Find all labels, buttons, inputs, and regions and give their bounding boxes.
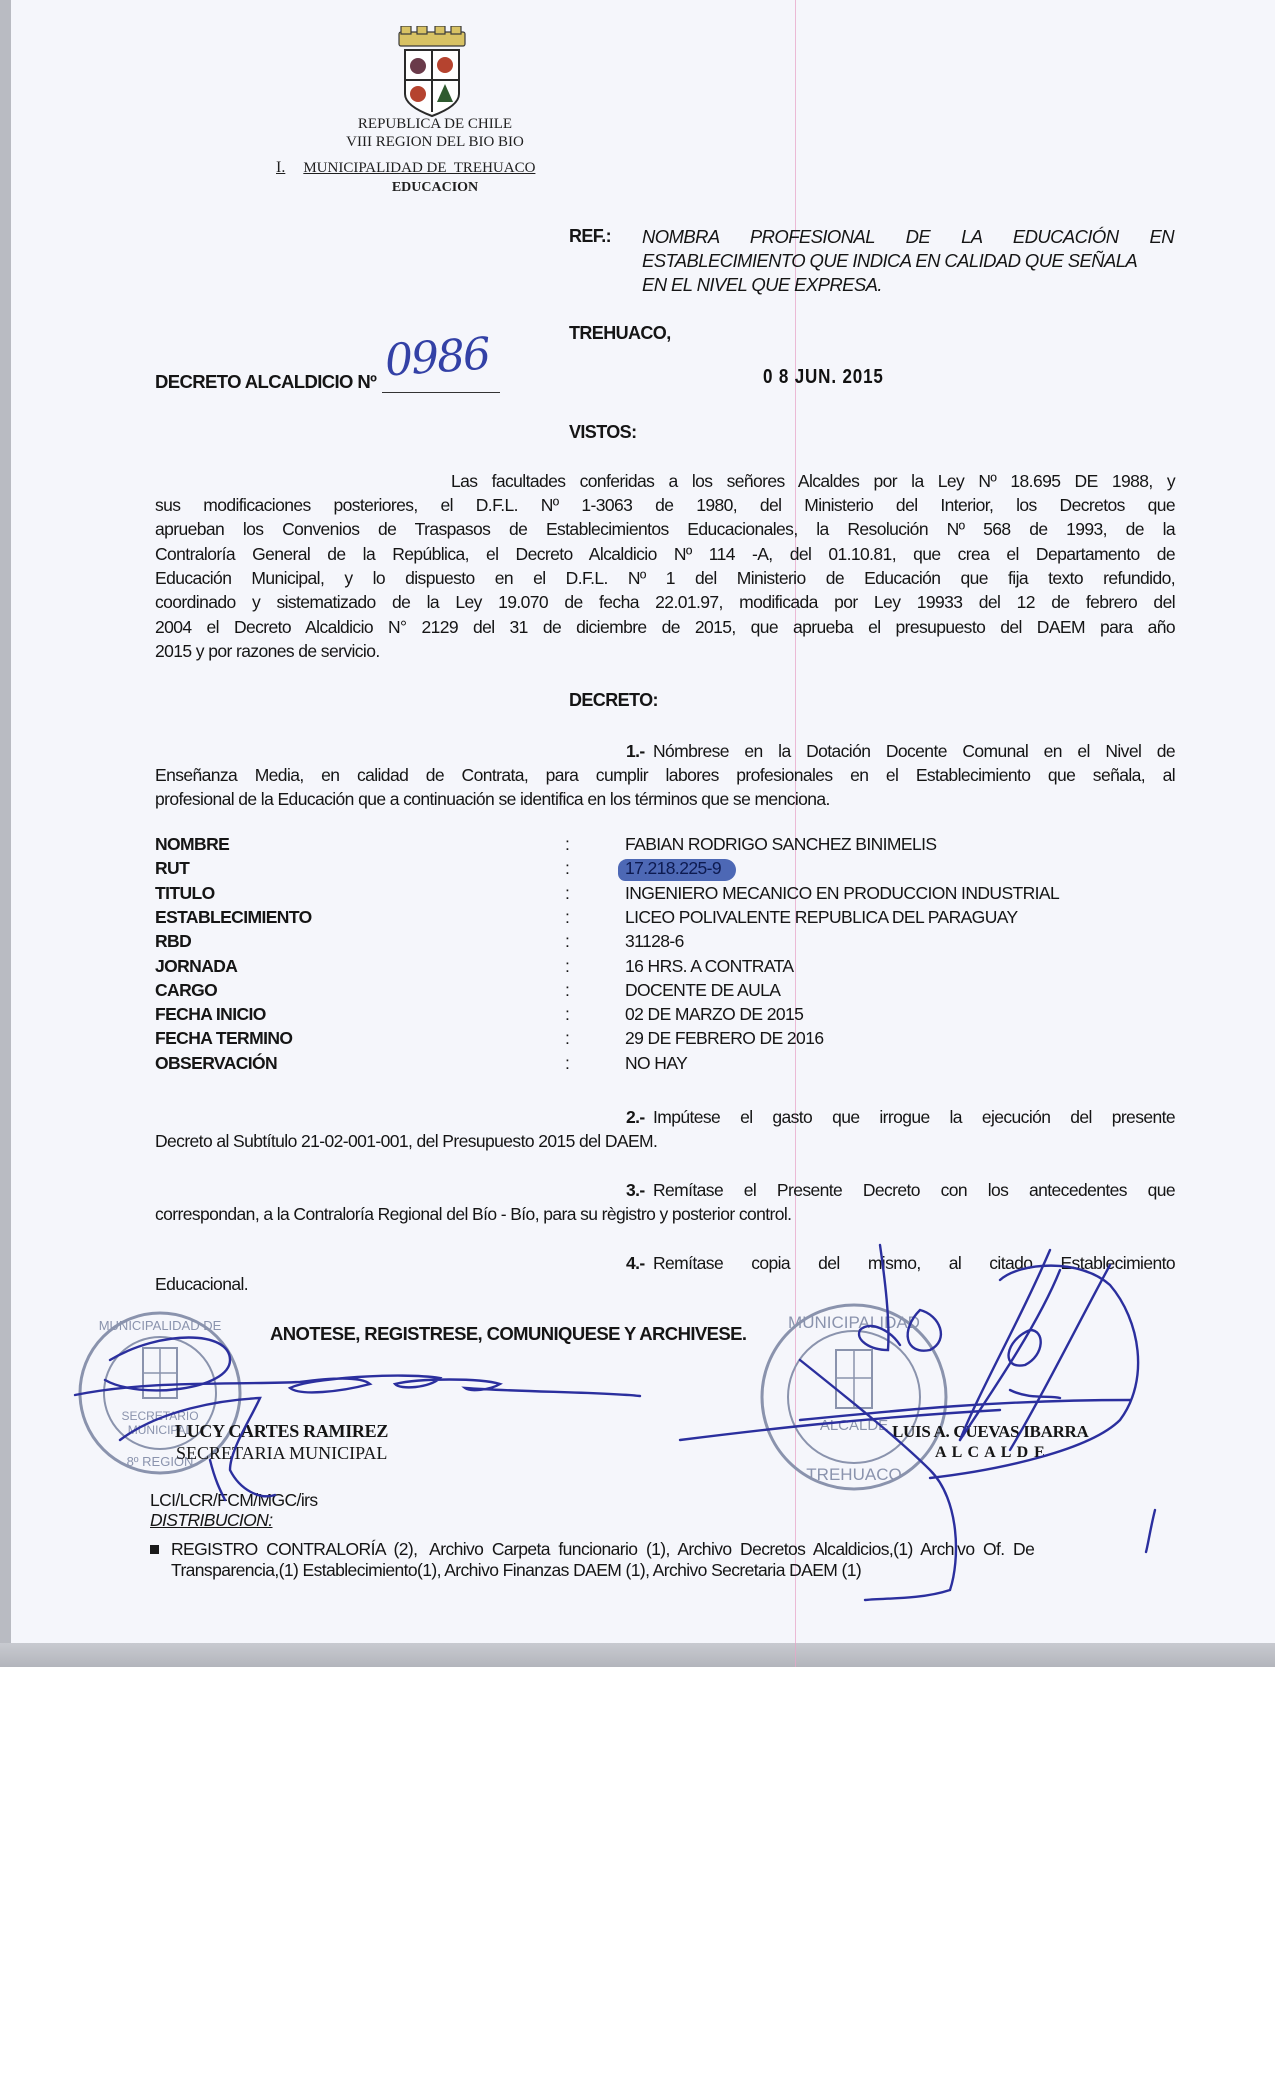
detail-value: 29 DE FEBRERO DE 2016: [625, 1028, 824, 1049]
svg-text:TREHUACO: TREHUACO: [806, 1465, 902, 1484]
header-republica: REPUBLICA DE CHILE: [357, 116, 513, 132]
distribution-line-2: Transparencia,(1) Establecimiento(1), Archivo Finanzas DAEM (1), Archivo Secretaria DAEM (1): [171, 1560, 862, 1580]
header-educacion: EDUCACION: [391, 180, 479, 195]
item4-line-1: Remítase copia del mismo, al citado Establecimiento: [653, 1253, 1175, 1273]
detail-separator: :: [565, 1052, 570, 1073]
svg-text:SECRETARIO: SECRETARIO: [121, 1409, 199, 1423]
decree-number-line: [382, 392, 500, 393]
distribution-heading: DISTRIBUCION:: [150, 1510, 273, 1530]
item2-line-1: Impútese el gasto que irrogue la ejecución del presente: [653, 1107, 1175, 1127]
header-municipalidad-text: MUNICIPALIDAD DE TREHUACO: [303, 160, 536, 176]
detail-label: OBSERVACIÓN: [155, 1052, 278, 1073]
item4-number: 4.-: [626, 1253, 645, 1273]
mayor-stamp-icon: [752, 1300, 957, 1495]
scan-edge-bottom: [0, 1643, 1275, 1667]
mayor-name: LUIS A. CUEVAS IBARRA: [892, 1422, 1089, 1441]
item2-line-2: Decreto al Subtítulo 21-02-001-001, del Presupuesto 2015 del DAEM.: [155, 1131, 658, 1151]
decreto-heading: DECRETO:: [569, 690, 658, 710]
place-label: TREHUACO,: [569, 323, 671, 343]
detail-value: 16 HRS. A CONTRATA: [625, 955, 794, 976]
detail-separator: :: [565, 979, 570, 1000]
detail-separator: :: [565, 955, 570, 976]
detail-separator: :: [565, 906, 570, 927]
detail-value: FABIAN RODRIGO SANCHEZ BINIMELIS: [625, 834, 937, 854]
detail-label: RBD: [155, 931, 192, 951]
item3-line-2: correspondan, a la Contraloría Regional del Bío - Bío, para su règistro y posterior control.: [155, 1204, 792, 1224]
item1-line-2: Enseñanza Media, en calidad de Contrata, para cumplir labores profesionales en el Establecimiento que señala, al: [155, 765, 1175, 785]
detail-separator: :: [565, 858, 570, 878]
detail-separator: :: [565, 834, 570, 854]
vistos-line-7: 2004 el Decreto Alcaldicio N° 2129 del 31 de diciembre de 2015, que aprueba el presupuesto del DAEM para año: [155, 617, 1175, 637]
ref-line-1: NOMBRA PROFESIONAL DE LA EDUCACIÓN EN: [642, 226, 1174, 247]
vistos-heading: VISTOS:: [569, 422, 637, 442]
secretary-name: LUCY CARTES RAMIREZ: [175, 1421, 389, 1441]
item1-line-1: Nómbrese en la Dotación Docente Comunal en el Nivel de: [653, 741, 1175, 761]
decree-number-handwritten: 0986: [383, 328, 491, 387]
bullet-icon: [150, 1545, 159, 1554]
item3-line-1: Remítase el Presente Decreto con los antecedentes que: [653, 1180, 1175, 1200]
vistos-line-8: 2015 y por razones de servicio.: [155, 641, 380, 661]
coat-of-arms-icon: [387, 26, 477, 118]
vistos-line-3: aprueban los Convenios de Traspasos de Establecimientos Educacionales, la Resolución Nº 568 de 1993, de la: [155, 519, 1175, 539]
detail-label: FECHA TERMINO: [155, 1028, 293, 1049]
distribution-line-1: [150, 1539, 1175, 1560]
item2-number: 2.-: [626, 1107, 645, 1127]
detail-separator: :: [565, 1028, 570, 1049]
detail-label: NOMBRE: [155, 834, 230, 854]
detail-value: DOCENTE DE AULA: [625, 979, 781, 1000]
detail-value: 31128-6: [625, 931, 684, 951]
svg-text:MUNICIPALIDAD: MUNICIPALIDAD: [788, 1313, 920, 1332]
svg-text:8º REGION: 8º REGION: [126, 1454, 194, 1469]
secretary-title: SECRETARIA MUNICIPAL: [176, 1443, 388, 1463]
svg-text:ALCALDE: ALCALDE: [819, 1417, 889, 1434]
detail-value: 17.218.225-9: [625, 858, 721, 878]
detail-separator: :: [565, 882, 570, 903]
ref-line-2: ESTABLECIMIENTO QUE INDICA EN CALIDAD QUE SEÑALA: [642, 250, 1138, 271]
svg-text:MUNICIPALIDAD DE: MUNICIPALIDAD DE: [98, 1318, 222, 1333]
vistos-line-6: coordinado y sistematizado de la Ley 19.070 de fecha 22.01.97, modificada por Ley 19933 del 12 de febrero del: [155, 592, 1175, 612]
date-stamp: 0 8 JUN. 2015: [763, 366, 884, 388]
ref-line-3: EN EL NIVEL QUE EXPRESA.: [642, 274, 882, 295]
vistos-line-5: Educación Municipal, y lo dispuesto en el D.F.L. Nº 1 del Ministerio de Educación que fija texto refundido,: [155, 568, 1175, 588]
header-municipalidad: [276, 159, 596, 177]
item1-number: 1.-: [626, 741, 645, 761]
detail-value: 02 DE MARZO DE 2015: [625, 1004, 804, 1024]
initials: LCI/LCR/FCM/MGC/irs: [150, 1490, 318, 1510]
ref-label: REF.:: [569, 226, 612, 246]
detail-value: NO HAY: [625, 1052, 688, 1073]
item3-number: 3.-: [626, 1180, 645, 1200]
svg-text:MUNICIPAL: MUNICIPAL: [127, 1423, 193, 1437]
detail-label: JORNADA: [155, 955, 238, 976]
header-region: VIII REGION DEL BIO BIO: [346, 134, 524, 150]
vistos-line-4: Contraloría General de la República, el Decreto Alcaldicio Nº 114 -A, del 01.10.81, que crea el Departamento de: [155, 544, 1175, 564]
detail-separator: :: [565, 1004, 570, 1024]
vistos-line-1: Las facultades conferidas a los señores Alcaldes por la Ley Nº 18.695 DE 1988, y: [451, 471, 1175, 491]
detail-value: INGENIERO MECANICO EN PRODUCCION INDUSTRIAL: [625, 882, 1060, 903]
item1-line-3: profesional de la Educación que a continuación se identifica en los términos que se menciona.: [155, 789, 830, 809]
scan-edge-left: [0, 0, 11, 1667]
mayor-title: A L C A L D E: [935, 1444, 1046, 1461]
item4-line-2: Educacional.: [155, 1274, 249, 1294]
detail-separator: :: [565, 931, 570, 951]
detail-label: CARGO: [155, 979, 218, 1000]
detail-label: ESTABLECIMIENTO: [155, 906, 312, 927]
detail-label: TITULO: [155, 882, 215, 903]
decree-number-label: DECRETO ALCALDICIO Nº: [155, 371, 377, 392]
distribution-line-1-text: REGISTRO CONTRALORÍA (2), Archivo Carpeta funcionario (1), Archivo Decretos Alcaldicios,(1) Archivo Of. De: [171, 1539, 1035, 1559]
detail-label: RUT: [155, 858, 190, 878]
vistos-line-2: sus modificaciones posteriores, el D.F.L. Nº 1-3063 de 1980, del Ministerio del Interior, los Decretos que: [155, 495, 1175, 515]
closing-formula: ANOTESE, REGISTRESE, COMUNIQUESE Y ARCHIVESE.: [270, 1323, 747, 1344]
detail-label: FECHA INICIO: [155, 1004, 266, 1024]
header-prefix: I.: [276, 159, 286, 176]
detail-value: LICEO POLIVALENTE REPUBLICA DEL PARAGUAY: [625, 906, 1018, 927]
